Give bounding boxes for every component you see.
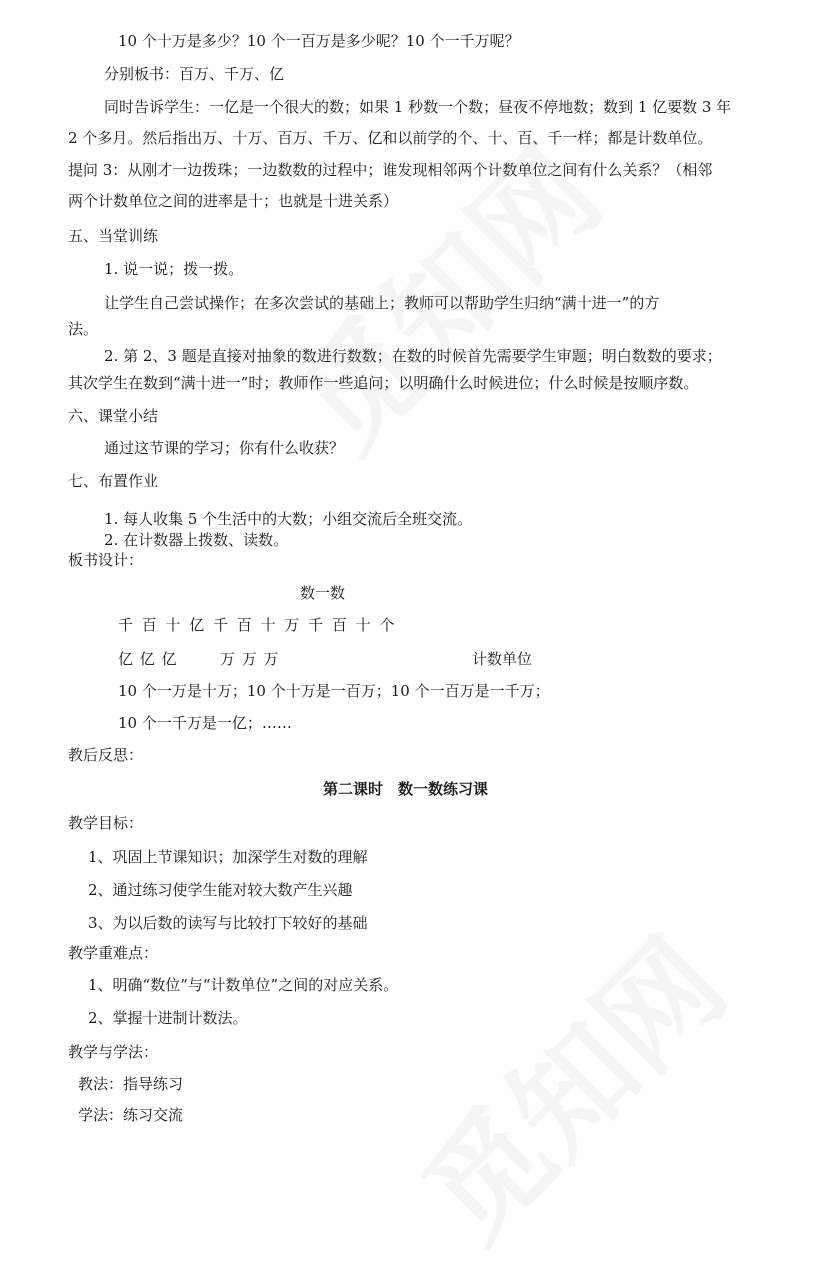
text-line: 学法：练习交流 bbox=[78, 1106, 184, 1124]
text-line: 10 个一万是十万；10 个十万是一百万；10 个一百万是一千万； bbox=[118, 682, 550, 700]
text-line: 让学生自己尝试操作；在多次尝试的基础上；教师可以帮助学生归纳“满十进一”的方 bbox=[104, 294, 660, 312]
text-line: 其次学生在数到“满十进一”时；教师作一些追问；以明确什么时候进位；什么时候是按顺序数。 bbox=[68, 374, 699, 392]
text-line: 10 个一千万是一亿；…… bbox=[118, 714, 292, 732]
section-heading: 七、布置作业 bbox=[68, 472, 159, 490]
text-line: 教法：指导练习 bbox=[78, 1075, 184, 1093]
list-item: 1、巩固上节课知识；加深学生对数的理解 bbox=[88, 848, 368, 866]
section-heading: 教后反思： bbox=[68, 746, 144, 764]
section-heading: 五、当堂训练 bbox=[68, 227, 159, 245]
list-item: 1、明确“数位”与“计数单位”之间的对应关系。 bbox=[88, 976, 399, 994]
list-item: 2、掌握十进制计数法。 bbox=[88, 1009, 248, 1027]
watermark-logo bbox=[380, 895, 756, 1271]
text-line: 通过这节课的学习；你有什么收获？ bbox=[104, 439, 345, 457]
section-heading: 教学目标： bbox=[68, 814, 144, 832]
list-item: 2. 第 2、3 题是直接对抽象的数进行数数；在数的时候首先需要学生审题；明白数数的要求； bbox=[104, 347, 722, 365]
list-item: 2. 在计数器上拨数、读数。 bbox=[104, 531, 289, 549]
text-line: 分别板书：百万、千万、亿 bbox=[104, 65, 285, 83]
text-line: 法。 bbox=[68, 320, 99, 338]
section-heading: 六、课堂小结 bbox=[68, 407, 159, 425]
text-line: 同时告诉学生：一亿是一个很大的数；如果 1 秒数一个数；昼夜不停地数；数到 1 亿要数 3 年 bbox=[104, 98, 732, 116]
text-line: 10 个十万是多少？10 个一百万是多少呢？10 个一千万呢？ bbox=[118, 32, 520, 50]
section-heading: 教学重难点： bbox=[68, 944, 159, 962]
lesson-title: 第二课时 数一数练习课 bbox=[323, 780, 489, 798]
unit-label: 计数单位 bbox=[472, 650, 533, 668]
unit-row: 亿 亿 亿 bbox=[118, 650, 177, 668]
text-line: 两个计数单位之间的进率是十；也就是十进关系） bbox=[68, 192, 399, 210]
place-value-row: 千 百 十 亿 千 百 十 万 千 百 十 个 bbox=[118, 616, 395, 634]
section-heading: 板书设计： bbox=[68, 551, 144, 569]
text-line: 2 个多月。然后指出万、十万、百万、千万、亿和以前学的个、十、百、千一样；都是计数单位。 bbox=[68, 129, 713, 147]
list-item: 1. 说一说；拨一拨。 bbox=[104, 260, 244, 278]
list-item: 3、为以后数的读写与比较打下较好的基础 bbox=[88, 914, 368, 932]
list-item: 1. 每人收集 5 个生活中的大数；小组交流后全班交流。 bbox=[104, 510, 473, 528]
board-title: 数一数 bbox=[300, 584, 346, 602]
list-item: 2、通过练习使学生能对较大数产生兴趣 bbox=[88, 881, 353, 899]
unit-row: 万 万 万 bbox=[220, 650, 279, 668]
section-heading: 教学与学法： bbox=[68, 1043, 159, 1061]
text-line: 提问 3：从刚才一边拨珠；一边数数的过程中；谁发现相邻两个计数单位之间有什么关系？（相邻 bbox=[68, 161, 713, 179]
